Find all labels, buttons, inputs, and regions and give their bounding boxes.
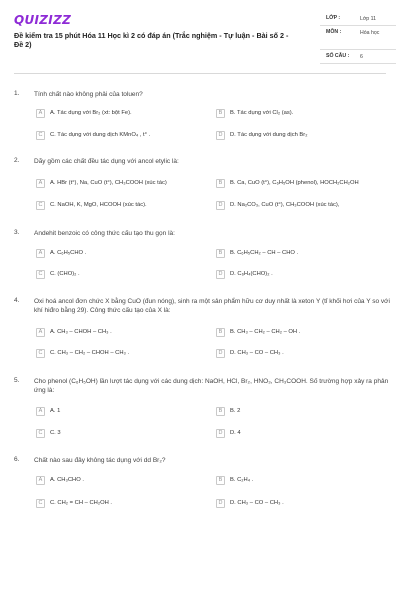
question-number: 6. (14, 456, 20, 463)
option-text: C. CH₃ – CH₂ – CHOH – CH₃ . (50, 350, 130, 356)
option-c[interactable] (36, 131, 216, 143)
question-text: Oxi hoá ancol đơn chức X bằng CuO (đun nóng), sinh ra một sản phẩm hữu cơ duy nhất là xeton Y (tỉ khối hơi của Y so với khí hiđro bằng 29). Công thức cấu tạo của X là: (34, 298, 390, 314)
question-text: Andehit benzoic có công thức cấu tạo thu gọn là: (34, 230, 175, 237)
option-d[interactable] (216, 131, 396, 143)
option-text: B. CH₃ – CH₂ – CH₂ – OH . (230, 329, 301, 335)
option-text: D. Na₂CO₃, CuO (t°), CH₃COOH (xúc tác), (230, 202, 340, 208)
option-text: D. Tác dụng với dung dịch Br₂ (230, 132, 308, 138)
option-d[interactable] (216, 499, 396, 511)
option-text: B. C₂H₄ . (230, 477, 254, 483)
option-text: B. Ca, CuO (t°), C₆H₅OH (phenol), HOCH₂CH₂OH (230, 180, 359, 186)
meta-count-label: SỐ CÂU : (326, 53, 350, 59)
option-a[interactable] (36, 407, 216, 419)
option-text: A. C₆H₅CHO . (50, 250, 87, 256)
option-letter-box: B (216, 249, 225, 258)
worksheet-meta (320, 12, 396, 64)
meta-class-label: LỚP : (326, 15, 341, 21)
option-a[interactable] (36, 476, 216, 488)
meta-count-row (320, 50, 396, 64)
meta-subject-label: MÔN : (326, 29, 342, 35)
option-text: A. CH₃ – CHOH – CH₃ . (50, 329, 112, 335)
option-d[interactable] (216, 349, 396, 361)
option-d[interactable] (216, 270, 396, 282)
option-letter-box: C (36, 499, 45, 508)
option-c[interactable] (36, 499, 216, 511)
option-b[interactable] (216, 476, 396, 488)
question-number: 5. (14, 377, 20, 384)
option-text: B. C₆H₅CH₂ – CH – CHO . (230, 250, 299, 256)
option-letter-box: D (216, 201, 225, 210)
option-letter-box: A (36, 476, 45, 485)
option-c[interactable] (36, 201, 216, 213)
question-number: 3. (14, 229, 20, 236)
option-letter-box: C (36, 201, 45, 210)
option-a[interactable] (36, 328, 216, 340)
option-text: C. CH₂ = CH – CH₂OH . (50, 500, 112, 506)
option-letter-box: B (216, 179, 225, 188)
option-letter-box: C (36, 270, 45, 279)
option-letter-box: A (36, 249, 45, 258)
option-a[interactable] (36, 249, 216, 261)
option-text: C. NaOH, K, MgO, HCOOH (xúc tác). (50, 202, 147, 208)
header-divider (14, 73, 386, 74)
option-letter-box: D (216, 499, 225, 508)
option-letter-box: D (216, 349, 225, 358)
meta-divider (320, 63, 396, 64)
option-text: D. CH₃ – CO – CH₃ . (230, 500, 284, 506)
option-letter-box: B (216, 109, 225, 118)
option-text: A. HBr (t°), Na, CuO (t°), CH₃COOH (xúc tác) (50, 180, 167, 186)
option-letter-box: C (36, 429, 45, 438)
question-text: Tính chất nào không phải của toluen? (34, 91, 143, 98)
option-a[interactable] (36, 179, 216, 191)
option-text: D. C₆H₄(CHO)₂ . (230, 271, 273, 277)
option-c[interactable] (36, 429, 216, 441)
option-letter-box: A (36, 407, 45, 416)
meta-class-row (320, 12, 396, 26)
question-number: 2. (14, 157, 20, 164)
option-letter-box: A (36, 109, 45, 118)
option-letter-box: C (36, 349, 45, 358)
option-b[interactable] (216, 328, 396, 340)
question-text: Dãy gồm các chất đều tác dụng với ancol etylic là: (34, 158, 179, 165)
option-b[interactable] (216, 407, 396, 419)
option-c[interactable] (36, 349, 216, 361)
option-letter-box: B (216, 328, 225, 337)
option-text: A. CH₃CHO . (50, 477, 84, 483)
worksheet-title: Đề kiểm tra 15 phút Hóa 11 Học kì 2 có đáp án (Trắc nghiệm - Tự luận - Bài số 2 - Đề 2) (14, 31, 289, 49)
option-text: C. (CHO)₂ . (50, 271, 80, 277)
option-letter-box: A (36, 179, 45, 188)
option-b[interactable] (216, 179, 400, 191)
option-b[interactable] (216, 249, 396, 261)
question-number: 4. (14, 297, 20, 304)
option-text: A. 1 (50, 408, 61, 414)
option-a[interactable] (36, 109, 216, 121)
option-text: D. CH₃ – CO – CH₃ . (230, 350, 284, 356)
option-c[interactable] (36, 270, 216, 282)
option-text: C. 3 (50, 430, 61, 436)
option-text: D. 4 (230, 430, 241, 436)
option-letter-box: D (216, 429, 225, 438)
option-letter-box: A (36, 328, 45, 337)
option-d[interactable] (216, 201, 400, 213)
question-number: 1. (14, 90, 20, 97)
option-letter-box: B (216, 407, 225, 416)
question-text: Chất nào sau đây không tác dụng với dd Br₂? (34, 457, 166, 464)
option-text: C. Tác dụng với dung dịch KMnO₄ , t° . (50, 132, 151, 138)
quizizz-logo: QUIZIZZ (14, 13, 72, 27)
option-letter-box: B (216, 476, 225, 485)
meta-subject-value: Hóa học (360, 30, 380, 36)
option-text: B. 2 (230, 408, 241, 414)
option-letter-box: D (216, 131, 225, 140)
option-letter-box: D (216, 270, 225, 279)
meta-subject-row (320, 26, 396, 50)
option-d[interactable] (216, 429, 396, 441)
option-text: A. Tác dụng với Br₂ (xt: bột Fe). (50, 110, 132, 116)
worksheet-header (0, 0, 400, 64)
question-text: Cho phenol (C₆H₅OH) lần lượt tác dụng với các dung dịch: NaOH, HCl, Br₂, HNO₃, CH₃COOH. Số trường hợp xảy ra phản ứng là: (34, 378, 389, 394)
option-b[interactable] (216, 109, 396, 121)
option-letter-box: C (36, 131, 45, 140)
meta-count-value: 6 (360, 54, 363, 60)
meta-class-value: Lớp 11 (360, 16, 376, 22)
option-text: B. Tác dụng với Cl₂ (as). (230, 110, 294, 116)
